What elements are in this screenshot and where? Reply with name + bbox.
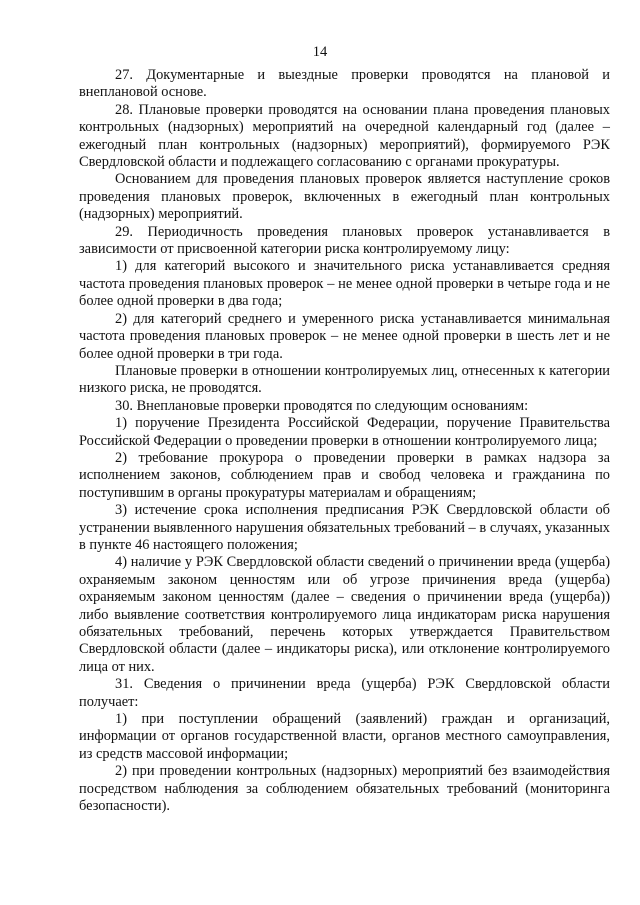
paragraph-planned-basis: Основанием для проведения плановых проверок является наступление сроков проведения плановых проверок, включенных в ежегодный план контрольных (надзорных) мероприятий. — [79, 171, 610, 223]
paragraph-30: 30. Внеплановые проверки проводятся по следующим основаниям: — [115, 397, 529, 414]
paragraph-30-item-3: 3) истечение срока исполнения предписания РЭК Свердловской области об устранении выявленного нарушения обязательных требований – в случаях, указанных в пункте 46 настоящего положения; — [79, 502, 610, 553]
page-number: 14 — [312, 44, 328, 60]
paragraph-29: 29. Периодичность проведения плановых проверок устанавливается в зависимости от присвоенной категории риска контролируемому лицу: — [79, 223, 610, 258]
paragraph-29-item-1: 1) для категорий высокого и значительного риска устанавливается средняя частота проведения плановых проверок – не менее одной проверки в четыре года и не более одной проверки в два года; — [79, 258, 610, 310]
paragraph-31: 31. Сведения о причинении вреда (ущерба) РЭК Свердловской области получает: — [79, 676, 610, 710]
paragraph-28: 28. Плановые проверки проводятся на основании плана проведения плановых контрольных (надзорных) мероприятий на очередной календарный год (далее – ежегодный план контрольных (надзорных) мероприятий), формируемого РЭК Свердловской области и подлежащего согласованию с органами прокуратуры. — [79, 101, 610, 171]
paragraph-31-item-2: 2) при проведении контрольных (надзорных) мероприятий без взаимодействия посредством наблюдения за соблюдением обязательных требований (мониторинга безопасности). — [79, 763, 610, 815]
paragraph-31-item-1: 1) при поступлении обращений (заявлений) граждан и организаций, информации от органов государственной власти, органов местного самоуправления, из средств массовой информации; — [79, 711, 610, 762]
paragraph-low-risk: Плановые проверки в отношении контролируемых лиц, отнесенных к категории низкого риска, не проводятся. — [79, 362, 610, 397]
paragraph-27: 27. Документарные и выездные проверки проводятся на плановой и внеплановой основе. — [79, 67, 610, 101]
paragraph-29-item-2: 2) для категорий среднего и умеренного риска устанавливается минимальная частота проведения плановых проверок – не менее одной проверки в шесть лет и не более одной проверки в три года. — [79, 310, 610, 362]
document-body — [79, 67, 610, 815]
paragraph-30-item-1: 1) поручение Президента Российской Федерации, поручение Правительства Российской Федерации о проведении проверки в отношении контролируемого лица; — [79, 415, 610, 449]
paragraph-30-item-2: 2) требование прокурора о проведении проверки в рамках надзора за исполнением законов, соблюдением прав и свобод человека и гражданина по поступившим в органы прокуратуры материалам и обращениям; — [79, 449, 610, 501]
paragraph-30-item-4: 4) наличие у РЭК Свердловской области сведений о причинении вреда (ущерба) охраняемым законом ценностям или об угрозе причинения вреда (ущерба) охраняемым законом ценностям (далее – сведения о причинении вреда (ущерба)) либо выявление соответствия контролируемого лица индикаторам риска нарушения обязательных требований, перечень которых утверждается Правительством Свердловской области (далее – индикаторы риска), или отклонение контролируемого лица от них. — [79, 554, 610, 675]
